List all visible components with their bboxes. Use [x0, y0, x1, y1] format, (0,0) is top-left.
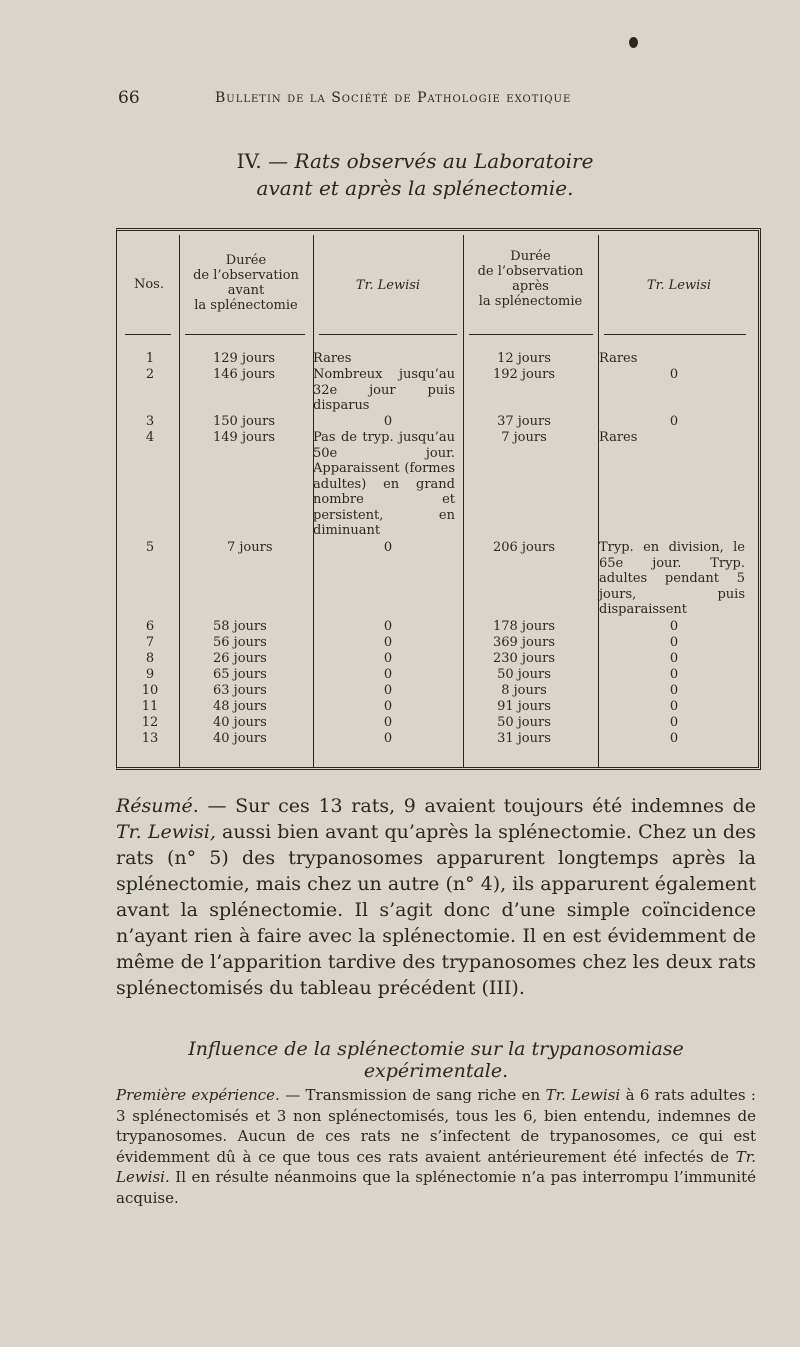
- cell-avant: 48 jours: [213, 699, 267, 714]
- cell-no: 7: [145, 635, 155, 650]
- cell-lewisi-2: 0: [669, 651, 679, 666]
- cell-lewisi-1: 0: [383, 715, 393, 730]
- cell-no: 8: [145, 651, 155, 666]
- cell-apres: 50 jours: [497, 667, 551, 682]
- header-line: la splénectomie: [194, 298, 298, 313]
- cell-avant: 129 jours: [213, 351, 276, 366]
- cell-lewisi-1: Rares: [313, 351, 352, 366]
- cell-apres: 230 jours: [492, 651, 556, 666]
- cell-avant: 58 jours: [213, 619, 267, 634]
- data-table: [116, 228, 761, 770]
- header-line: la splénectomie: [478, 294, 583, 309]
- cell-no: 11: [141, 699, 159, 714]
- cell-avant: 146 jours: [213, 367, 276, 382]
- cell-lewisi-2: Rares: [599, 430, 638, 445]
- cell-lewisi-1: 0: [383, 667, 393, 682]
- page-number: 66: [118, 88, 140, 108]
- header-tr-lewisi-1: Tr. Lewisi: [355, 278, 421, 293]
- cell-apres: 8 jours: [501, 683, 547, 698]
- header-no: Nos.: [133, 277, 164, 292]
- cell-lewisi-2: 0: [669, 414, 679, 429]
- cell-lewisi-1: 0: [383, 683, 393, 698]
- cell-avant: 40 jours: [213, 731, 267, 746]
- experience-species-a: Tr. Lewisi: [545, 1086, 621, 1104]
- cell-apres: 12 jours: [497, 351, 551, 366]
- cell-no: 9: [145, 667, 155, 682]
- cell-apres: 206 jours: [492, 540, 556, 555]
- resume-text-b: aussi bien avant qu’après la splénectomie. Chez un des rats (n° 5) des trypanosomes apparurent longtemps après la splénectomie, mais chez un autre (n° 4), ils apparurent également avant la splénectomie. Il s’agit donc d’une simple coïncidence n’ayant rien à faire avec la splénectomie. Il en est évidemment de même de l’apparition tardive des trypanosomes chez les deux rats splénectomisés du tableau précédent (III).: [116, 821, 756, 999]
- cell-no: 3: [145, 414, 155, 429]
- running-head: [118, 88, 698, 112]
- header-rule: [319, 334, 457, 335]
- cell-lewisi-1: 0: [383, 619, 393, 634]
- header-line: avant: [227, 283, 265, 298]
- column-divider: [463, 235, 464, 767]
- cell-lewisi-2: Tryp. en division, le 65e jour. Tryp. adultes pendant 5 jours, puis disparaissent: [599, 540, 745, 617]
- header-line: de l’observation: [193, 268, 299, 283]
- cell-lewisi-2: Rares: [599, 351, 638, 366]
- header-duree-apres: [463, 249, 598, 309]
- header-tr-lewisi-2: Tr. Lewisi: [646, 278, 712, 293]
- cell-avant: 26 jours: [213, 651, 267, 666]
- influence-heading: Influence de la splénectomie sur la trypanosomiase expérimentale.: [188, 1038, 684, 1082]
- header-line: Durée: [225, 253, 267, 268]
- resume-species: Tr. Lewisi,: [116, 821, 216, 843]
- ink-spot: [629, 37, 638, 48]
- cell-lewisi-1: 0: [383, 651, 393, 666]
- cell-avant: 56 jours: [213, 635, 267, 650]
- cell-lewisi-2: 0: [669, 367, 679, 382]
- column-divider: [179, 235, 180, 767]
- cell-lewisi-1: 0: [383, 414, 393, 429]
- cell-lewisi-2: 0: [669, 683, 679, 698]
- section-number: IV. —: [236, 149, 295, 173]
- cell-avant: 149 jours: [213, 430, 276, 445]
- cell-no: 1: [145, 351, 155, 366]
- cell-lewisi-1: Pas de tryp. jusqu’au 50e jour. Apparaissent (formes adultes) en grand nombre et persistent, en diminuant: [313, 430, 455, 538]
- header-line: Durée: [510, 249, 551, 264]
- resume-text-a: — Sur ces 13 rats, 9 avaient toujours été indemnes de: [198, 795, 756, 817]
- experience-text-c: Il en résulte néanmoins que la splénectomie n’a pas interrompu l’immunité acquise.: [116, 1168, 756, 1207]
- resume-paragraph: [116, 793, 756, 1001]
- section-title-line2: avant et après la splénectomie.: [256, 176, 574, 200]
- header-line: de l’observation: [477, 264, 584, 279]
- cell-no: 4: [145, 430, 155, 445]
- header-rule: [604, 334, 746, 335]
- cell-lewisi-2: 0: [669, 667, 679, 682]
- resume-label: Résumé.: [116, 795, 199, 817]
- header-rule: [185, 334, 305, 335]
- header-rule: [125, 334, 171, 335]
- cell-avant: 7 jours: [227, 540, 273, 555]
- cell-lewisi-2: 0: [669, 715, 679, 730]
- section-title-line1: Rats observés au Laboratoire: [294, 149, 594, 173]
- cell-lewisi-2: 0: [669, 635, 679, 650]
- header-rule: [469, 334, 593, 335]
- cell-no: 2: [145, 367, 155, 382]
- cell-apres: 178 jours: [492, 619, 556, 634]
- cell-apres: 31 jours: [497, 731, 551, 746]
- cell-lewisi-2: 0: [669, 619, 679, 634]
- cell-apres: 50 jours: [497, 715, 551, 730]
- section-title: [190, 148, 640, 202]
- cell-avant: 65 jours: [213, 667, 267, 682]
- cell-lewisi-1: 0: [383, 635, 393, 650]
- cell-no: 12: [141, 715, 159, 730]
- cell-no: 13: [141, 731, 159, 746]
- cell-avant: 63 jours: [213, 683, 267, 698]
- journal-title: Bulletin de la Société de Pathologie exotique: [215, 90, 572, 106]
- cell-lewisi-1: 0: [383, 731, 393, 746]
- cell-lewisi-2: 0: [669, 731, 679, 746]
- cell-avant: 40 jours: [213, 715, 267, 730]
- cell-no: 6: [145, 619, 155, 634]
- cell-lewisi-1: Nombreux jusqu’au 32e jour puis disparus: [313, 367, 455, 413]
- cell-lewisi-2: 0: [669, 699, 679, 714]
- cell-no: 5: [145, 540, 155, 555]
- cell-lewisi-1: 0: [383, 540, 393, 555]
- cell-apres: 369 jours: [492, 635, 556, 650]
- cell-no: 10: [141, 683, 159, 698]
- cell-avant: 150 jours: [213, 414, 276, 429]
- header-line: après: [512, 279, 549, 294]
- header-duree-avant: [179, 253, 313, 313]
- cell-apres: 91 jours: [497, 699, 551, 714]
- experience-text-b: à 6 rats adultes : 3 splénectomisés et 3 non splénectomisés, tous les 6, bien entendu, indemnes de trypanosomes. Aucun de ces rats ne s’infectent de trypanosomes, ce qui est évidemment dû à ce que tous ces rats avaient antérieurement été infectés de: [116, 1086, 756, 1166]
- experience-text-a: — Transmission de sang riche en: [279, 1086, 546, 1104]
- cell-lewisi-1: 0: [383, 699, 393, 714]
- experience-paragraph: [116, 1085, 756, 1208]
- experience-species-b: Tr. Lewisi.: [116, 1147, 756, 1186]
- cell-apres: 7 jours: [501, 430, 547, 445]
- cell-apres: 37 jours: [497, 414, 551, 429]
- experience-label: Première expérience.: [116, 1086, 280, 1104]
- cell-apres: 192 jours: [492, 367, 556, 382]
